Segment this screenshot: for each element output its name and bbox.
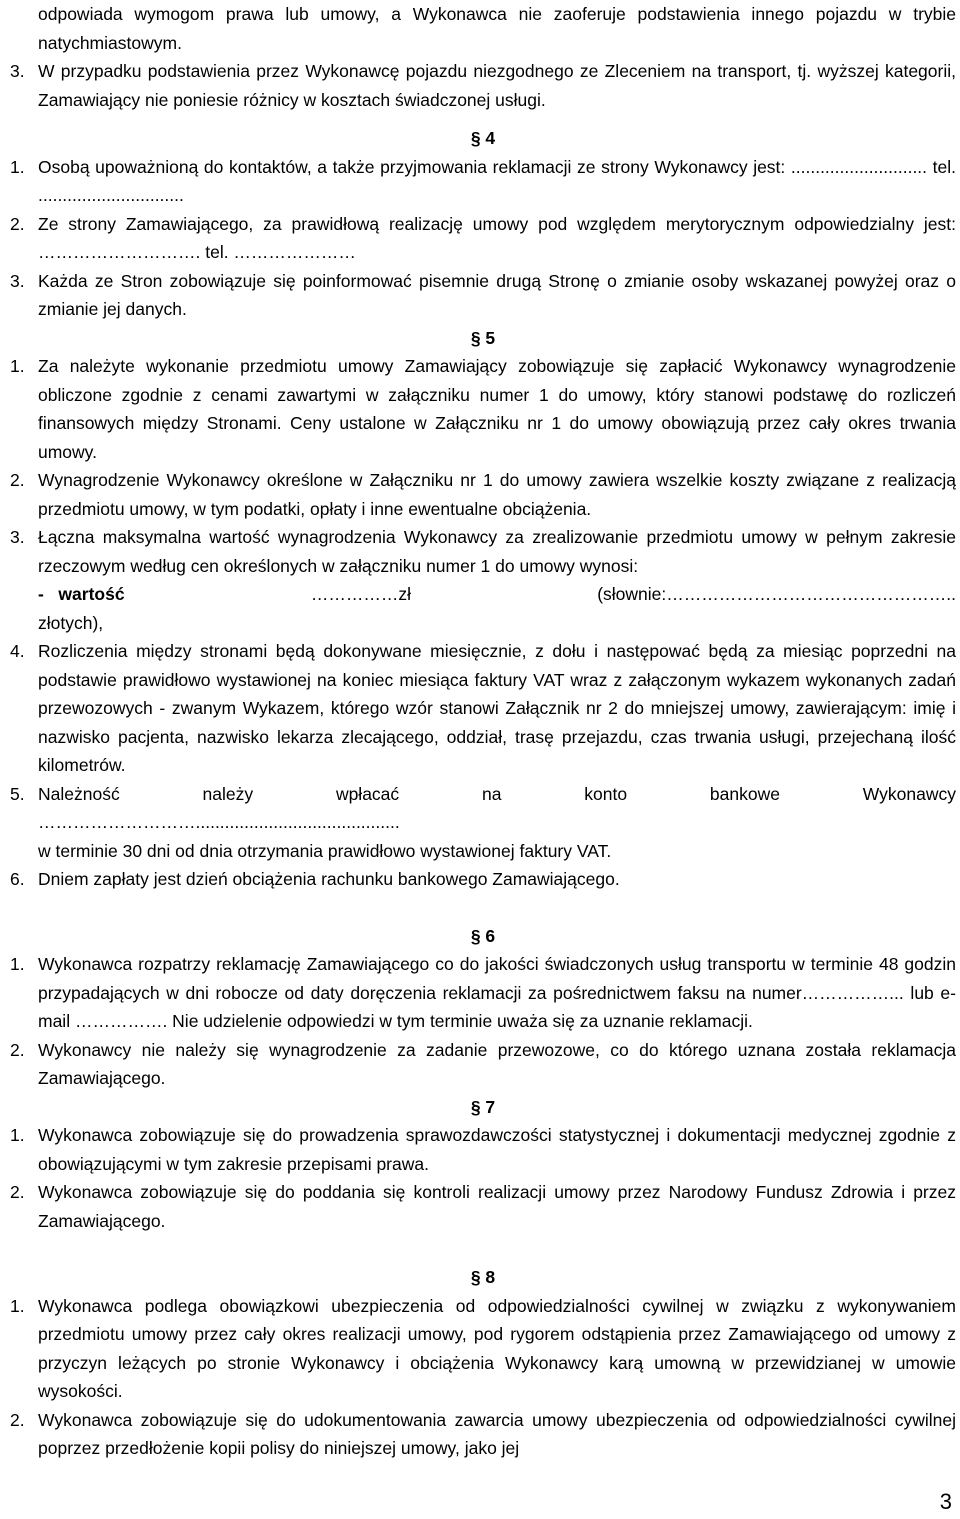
list-item [10,1406,956,1463]
value-words: (słownie:………………………………………….. [597,584,956,604]
item-text: Osobą upoważnioną do kontaktów, a także przyjmowania reklamacji ze strony Wykonawcy jest: ............................ tel. .............................. [38,156,956,205]
payment-words-line [38,780,956,809]
value-tail [10,609,956,638]
word: Wykonawcy [862,783,956,804]
list-item [10,267,956,324]
item-number: 2. [10,1039,25,1060]
word: Należność [38,783,120,804]
item-number: 2. [10,470,25,490]
item-text: Wykonawca podlega obowiązkowi ubezpieczenia od odpowiedzialności cywilnej w związku z wykonywaniem przedmiotu umowy przez cały okres realizacji umowy, pod rygorem odstąpienia przez Zamawiającego od umowy z przyczyn leżących po stronie Wykonawcy i obciążenia Wykonawcy karą umowną w przewidzianej w umowie wysokości. [38,1295,956,1401]
item-text: Za należyte wykonanie przedmiotu umowy Zamawiający zobowiązuje się zapłacić Wykonawcy wynagrodzenie obliczone zgodnie z cenami zawartymi w załączniku numer 1 do umowy, który stanowi podstawę do rozliczeń finansowych między Stronami. Ceny ustalone w Załączniku nr 1 do umowy obowiązują przez cały okres trwania umowy. [38,356,956,462]
list-item [10,1178,956,1235]
item-text: Wykonawca zobowiązuje się do prowadzenia sprawozdawczości statystycznej i dokumentacji medycznej zgodnie z obowiązującymi w tym zakresie przepisami prawa. [38,1125,956,1174]
word: na [481,783,502,804]
word: wpłacać [335,783,400,804]
list-item [10,1036,956,1093]
item-number: 1. [10,954,25,974]
word: konto [584,783,628,804]
item-text: Ze strony Zamawiającego, za prawidłową realizację umowy pod względem merytorycznym odpowiedzialny jest: ………………………. tel. ………………… [38,213,956,262]
list-item [10,523,956,580]
value-line [10,580,956,609]
value-line-left [38,580,125,609]
list-item [10,153,956,210]
section-heading-5: § 5 [470,327,496,348]
list-item [10,57,956,114]
value-dash: - [38,584,44,604]
item-text: Dniem zapłaty jest dzień obciążenia rachunku bankowego Zamawiającego. [38,869,620,889]
item-number: 5. [10,783,25,804]
item-text: Każda ze Stron zobowiązuje się poinformować pisemnie drugą Stronę o zmianie osoby wskazanej powyżej oraz o zmianie jej danych. [38,270,956,319]
word: należy [202,783,254,804]
item-number: 2. [10,1409,25,1430]
item-number: 1. [10,156,25,177]
item-number: 6. [10,869,25,889]
item-text: W przypadku podstawienia przez Wykonawcę pojazdu niezgodnego ze Zleceniem na transport, tj. wyższej kategorii, Zamawiający nie poniesie różnicy w kosztach świadczonej usługi. [38,61,956,110]
section-heading-4: § 4 [470,128,496,148]
paragraph-text: odpowiada wymogom prawa lub umowy, a Wykonawca nie zaoferuje podstawienia innego pojazdu w trybie natychmiastowym. [38,4,956,53]
item-number: 3. [10,527,25,547]
account-placeholder: ……………………….......................................... [38,812,400,832]
item-text: Wykonawca rozpatrzy reklamację Zamawiającego co do jakości świadczonych usług transportu w terminie 48 godzin przypadających w dni robocze od daty doręczenia reklamacji za pośrednictwem faksu na numer……………... lub e-mail ……………. Nie udzielenie odpowiedzi w tym terminie uważa się za uznanie reklamacji. [38,954,956,1031]
item-number: 1. [10,1125,25,1145]
item-text: Wykonawca zobowiązuje się do poddania się kontroli realizacji umowy przez Narodowy Fundusz Zdrowia i przez Zamawiającego. [38,1182,956,1231]
item-text: Wynagrodzenie Wykonawcy określone w Załączniku nr 1 do umowy zawiera wszelkie koszty związane z realizacją przedmiotu umowy, w tym podatki, opłaty i inne ewentualne obciążenia. [38,470,956,519]
document-page [10,0,956,1463]
item-text: Wykonawca zobowiązuje się do udokumentowania zawarcia umowy ubezpieczenia od odpowiedzialności cywilnej poprzez przedłożenie kopii polisy do niniejszej umowy, jako jej [38,1409,956,1458]
section-heading-6: § 6 [470,925,496,946]
section-heading-8: § 8 [470,1267,496,1287]
list-item [10,950,956,1036]
item-number: 1. [10,356,25,376]
list-item [10,466,956,523]
list-item [10,1292,956,1406]
list-item [10,1121,956,1178]
continued-paragraph [10,0,956,57]
list-item [10,780,956,866]
word: bankowe [709,783,780,804]
item-number: 1. [10,1295,25,1316]
payment-term: w terminie 30 dni od dnia otrzymania prawidłowo wystawionej faktury VAT. [38,840,612,861]
item-text: Łączna maksymalna wartość wynagrodzenia Wykonawcy za zrealizowanie przedmiotu umowy w pełnym zakresie rzeczowym według cen określonych w załączniku numer 1 do umowy wynosi: [38,527,956,576]
item-text: Rozliczenia między stronami będą dokonywane miesięcznie, z dołu i następować będą za miesiąc poprzedni na podstawie prawidłowo wystawionej na koniec miesiąca faktury VAT wraz z załączonym wykazem wykonanych zadań przewozowych - zwanym Wykazem, którego wzór stanowi Załącznik nr 2 do mniejszej umowy, zawierającym: imię i nazwisko pacjenta, nazwisko lekarza zlecającego, oddział, trasę przejazdu, czas trwania usługi, przejechaną ilość kilometrów. [38,641,956,775]
value-label: wartość [58,584,125,604]
list-item [10,352,956,466]
item-number: 2. [10,1182,25,1202]
item-number: 2. [10,213,25,234]
item-text: Wykonawcy nie należy się wynagrodzenie za zadanie przewozowe, co do którego uznana została reklamacja Zamawiającego. [38,1039,956,1088]
item-number: 3. [10,61,25,81]
list-item [10,637,956,780]
value-amount: ……………zł [310,584,411,604]
list-item [10,865,956,894]
section-heading-7: § 7 [470,1096,496,1117]
item-number: 3. [10,270,25,291]
list-item [10,210,956,267]
item-number: 4. [10,641,25,661]
page-number: 3 [939,1489,952,1514]
value-tail-text: złotych), [38,612,104,633]
